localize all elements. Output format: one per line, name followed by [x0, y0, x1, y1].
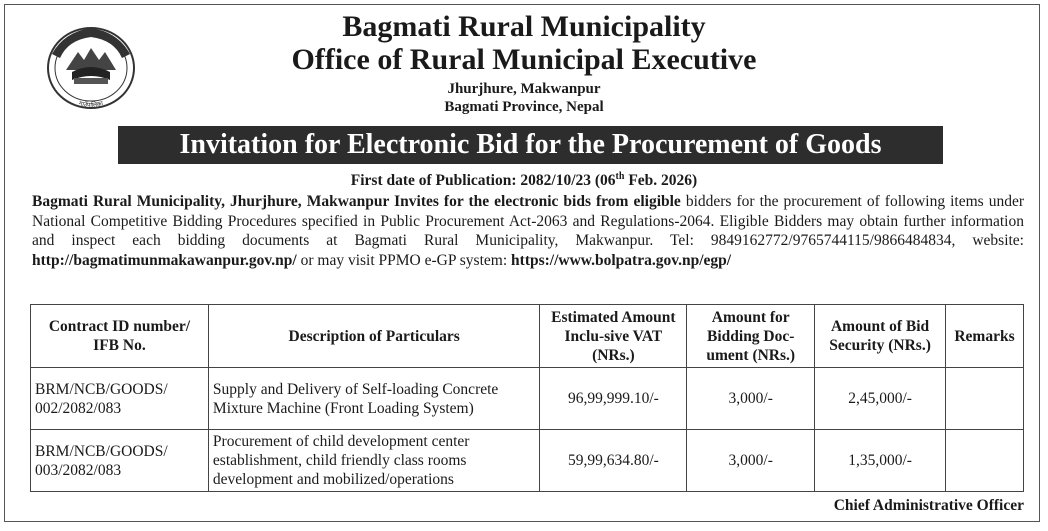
emblem-ring-text: गाउँपालिका	[78, 100, 104, 109]
header-doc-fee: Amount for Bidding Doc-ument (NRs.)	[687, 305, 815, 368]
publication-date-suffix: Feb. 2026)	[624, 172, 698, 190]
cell-estimate: 96,99,999.10/-	[540, 368, 687, 430]
publication-date	[0, 171, 1048, 190]
office-subtitle: Office of Rural Municipal Executive	[291, 43, 757, 76]
cell-contract-id: BRM/NCB/GOODS/ 003/2082/083	[31, 430, 209, 492]
intro-text-1: bidders for the procurement of following items under National Competitive Bidding Procedures specified in Public Procurement Act-2063 and Regulations-2064. Eligible Bidders may obtain further information and inspect each bidding documents at Bagmati Rural Municipality, Makwanpur. Tel: 9849162772/9765744115/9866484834, website:	[32, 193, 1024, 249]
table-header-row	[31, 305, 1024, 368]
intro-text-2: or may visit PPMO e-GP system:	[296, 251, 512, 269]
signatory: Chief Administrative Officer	[833, 497, 1024, 514]
cell-estimate: 59,99,634.80/-	[540, 430, 687, 492]
publication-date-sup: th	[615, 171, 625, 182]
website-link[interactable]: http://bagmatimunmakawanpur.gov.np/	[32, 251, 297, 269]
table-row	[31, 430, 1024, 492]
cell-doc-fee: 3,000/-	[687, 368, 815, 430]
intro-paragraph	[32, 192, 1024, 270]
address-line-1: Jhurjhure, Makwanpur	[447, 81, 601, 97]
header-contract-id: Contract ID number/ IFB No.	[31, 305, 209, 368]
cell-doc-fee: 3,000/-	[687, 430, 815, 492]
municipality-title: Bagmati Rural Municipality	[342, 10, 706, 43]
header-remarks: Remarks	[945, 305, 1023, 368]
cell-contract-id: BRM/NCB/GOODS/ 002/2082/083	[31, 368, 209, 430]
intro-bold-lead: Bagmati Rural Municipality, Jhurjhure, Makwanpur Invites for the electronic bids from eligible	[32, 193, 681, 210]
cell-description: Supply and Delivery of Self-loading Concrete Mixture Machine (Front Loading System)	[208, 368, 540, 430]
address-line-2: Bagmati Province, Nepal	[444, 99, 604, 115]
header-bid-security: Amount of Bid Security (NRs.)	[815, 305, 946, 368]
egp-link[interactable]: https://www.bolpatra.gov.np/egp/	[511, 251, 732, 269]
cell-bid-security: 1,35,000/-	[815, 430, 946, 492]
header-estimate: Estimated Amount Inclu-sive VAT (NRs.)	[540, 305, 687, 368]
invitation-banner: Invitation for Electronic Bid for the Procurement of Goods	[118, 126, 943, 164]
cell-remarks	[945, 430, 1023, 492]
header-description: Description of Particulars	[208, 305, 540, 368]
cell-bid-security: 2,45,000/-	[815, 368, 946, 430]
bid-table	[30, 304, 1024, 492]
publication-date-prefix: First date of Publication: 2082/10/23 (06	[350, 172, 616, 190]
notice-header	[0, 10, 1048, 116]
table-row	[31, 368, 1024, 430]
cell-remarks	[945, 368, 1023, 430]
cell-description: Procurement of child development center establishment, child friendly class rooms development and mobilized/operations	[208, 430, 540, 492]
